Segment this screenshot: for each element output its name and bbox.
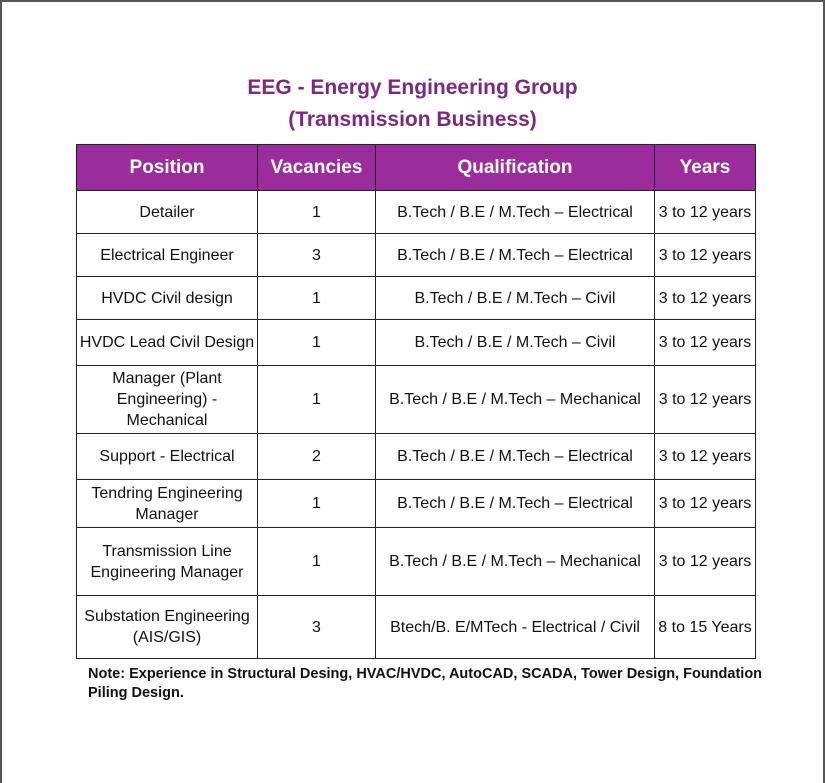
table-row bbox=[77, 366, 756, 434]
cell-vacancies: 3 bbox=[258, 596, 376, 659]
table-row bbox=[77, 191, 756, 234]
table-row bbox=[77, 480, 756, 528]
cell-qualification: B.Tech / B.E / M.Tech – Mechanical bbox=[376, 366, 655, 434]
cell-qualification: B.Tech / B.E / M.Tech – Civil bbox=[376, 320, 655, 366]
table-row bbox=[77, 234, 756, 277]
cell-vacancies: 1 bbox=[258, 320, 376, 366]
page-title: EEG - Energy Engineering Group bbox=[247, 76, 578, 99]
table-header-row bbox=[77, 145, 756, 191]
cell-years: 3 to 12 years bbox=[655, 366, 756, 434]
cell-vacancies: 1 bbox=[258, 528, 376, 596]
header-qualification: Qualification bbox=[376, 145, 655, 191]
cell-years: 3 to 12 years bbox=[655, 191, 756, 234]
table-row bbox=[77, 434, 756, 480]
cell-position: Manager (Plant Engineering) - Mechanical bbox=[77, 366, 258, 434]
cell-position: Electrical Engineer bbox=[77, 234, 258, 277]
cell-position: Substation Engineering (AIS/GIS) bbox=[77, 596, 258, 659]
cell-qualification: B.Tech / B.E / M.Tech – Electrical bbox=[376, 191, 655, 234]
cell-years: 3 to 12 years bbox=[655, 480, 756, 528]
cell-position: Detailer bbox=[77, 191, 258, 234]
cell-qualification: B.Tech / B.E / M.Tech – Electrical bbox=[376, 434, 655, 480]
cell-qualification: B.Tech / B.E / M.Tech – Mechanical bbox=[376, 528, 655, 596]
table-row bbox=[77, 277, 756, 320]
cell-years: 8 to 15 Years bbox=[655, 596, 756, 659]
header-position: Position bbox=[77, 145, 258, 191]
cell-years: 3 to 12 years bbox=[655, 434, 756, 480]
cell-qualification: B.Tech / B.E / M.Tech – Electrical bbox=[376, 480, 655, 528]
cell-position: HVDC Lead Civil Design bbox=[77, 320, 258, 366]
cell-vacancies: 3 bbox=[258, 234, 376, 277]
cell-qualification: B.Tech / B.E / M.Tech – Electrical bbox=[376, 234, 655, 277]
table-row bbox=[77, 528, 756, 596]
vacancies-table bbox=[76, 144, 756, 659]
cell-years: 3 to 12 years bbox=[655, 320, 756, 366]
cell-years: 3 to 12 years bbox=[655, 277, 756, 320]
page-subtitle: (Transmission Business) bbox=[288, 108, 537, 131]
cell-vacancies: 1 bbox=[258, 366, 376, 434]
header-vacancies: Vacancies bbox=[258, 145, 376, 191]
table-row bbox=[77, 596, 756, 659]
cell-position: HVDC Civil design bbox=[77, 277, 258, 320]
header-years: Years bbox=[655, 145, 756, 191]
cell-vacancies: 1 bbox=[258, 277, 376, 320]
cell-vacancies: 2 bbox=[258, 434, 376, 480]
table-row bbox=[77, 320, 756, 366]
cell-position: Transmission Line Engineering Manager bbox=[77, 528, 258, 596]
cell-vacancies: 1 bbox=[258, 480, 376, 528]
cell-years: 3 to 12 years bbox=[655, 234, 756, 277]
cell-position: Tendring Engineering Manager bbox=[77, 480, 258, 528]
footnote: Note: Experience in Structural Desing, HVAC/HVDC, AutoCAD, SCADA, Tower Design, Foundation Piling Design. bbox=[88, 666, 763, 701]
cell-years: 3 to 12 years bbox=[655, 528, 756, 596]
cell-qualification: B.Tech / B.E / M.Tech – Civil bbox=[376, 277, 655, 320]
cell-vacancies: 1 bbox=[258, 191, 376, 234]
cell-qualification: Btech/B. E/MTech - Electrical / Civil bbox=[376, 596, 655, 659]
cell-position: Support - Electrical bbox=[77, 434, 258, 480]
